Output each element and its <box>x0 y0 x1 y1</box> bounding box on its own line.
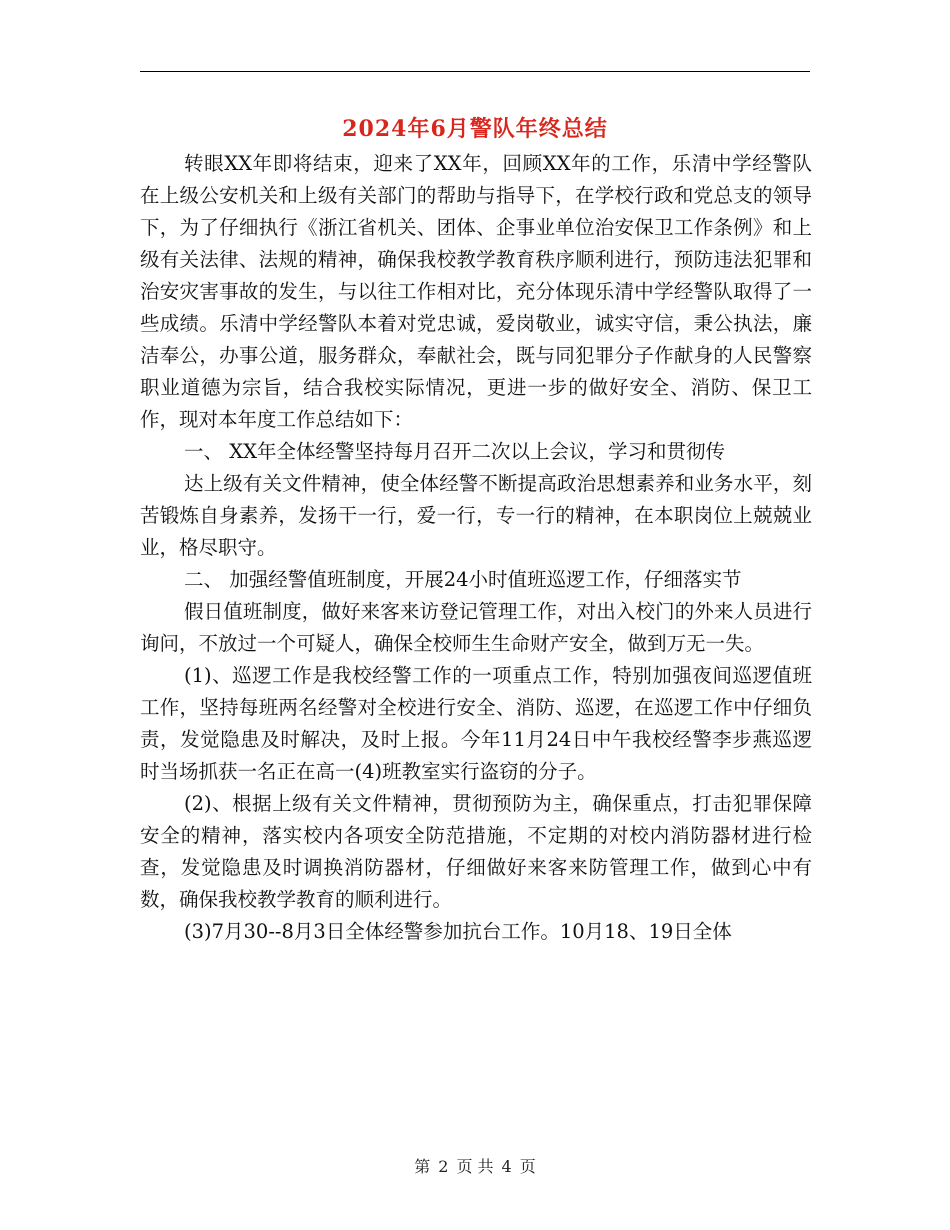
paragraph-item-1-heading: 一、 XX年全体经警坚持每月召开二次以上会议，学习和贯彻传 <box>184 440 725 463</box>
paragraph-subitem-2: (2)、根据上级有关文件精神，贯彻预防为主，确保重点，打击犯罪保障安全的精神，落实校内各项安全防范措施，不定期的对校内消防器材进行检查，发觉隐患及时调换消防器材，仔细做好来客来防管理工作，做到心中有数，确保我校教学教育的顺利进行。 <box>140 792 812 911</box>
footer-prefix: 第 <box>414 1157 431 1176</box>
footer-page-number: 2 <box>438 1157 449 1176</box>
footer-suffix: 页 <box>519 1157 536 1176</box>
page-footer <box>0 1154 950 1177</box>
paragraph-item-1-body: 达上级有关文件精神，使全体经警不断提高政治思想素养和业务水平，刻苦锻炼自身素养，发扬干一行，爱一行，专一行的精神，在本职岗位上兢兢业业，格尽职守。 <box>140 472 812 559</box>
paragraph-item-2-body: 假日值班制度，做好来客来访登记管理工作，对出入校门的外来人员进行询问，不放过一个可疑人，确保全校师生生命财产安全，做到万无一失。 <box>140 600 812 655</box>
paragraph-item-2-heading: 二、 加强经警值班制度，开展24小时值班巡逻工作，仔细落实节 <box>184 568 742 591</box>
paragraph-intro: 转眼XX年即将结束，迎来了XX年，回顾XX年的工作，乐清中学经警队在上级公安机关和上级有关部门的帮助与指导下，在学校行政和党总支的领导下，为了仔细执行《浙江省机关、团体、企事业单位治安保卫工作条例》和上级有关法律、法规的精神，确保我校教学教育秩序顺利进行，预防违法犯罪和治安灾害事故的发生，与以往工作相对比，充分体现乐清中学经警队取得了一些成绩。乐清中学经警队本着对党忠诚，爱岗敬业，诚实守信，秉公执法，廉洁奉公，办事公道，服务群众，奉献社会，既与同犯罪分子作献身的人民警察职业道德为宗旨，结合我校实际情况，更进一步的做好安全、消防、保卫工作，现对本年度工作总结如下： <box>140 152 812 431</box>
header-rule <box>140 71 810 72</box>
footer-middle: 页 共 <box>456 1157 494 1176</box>
paragraph-subitem-3: (3)7月30--8月3日全体经警参加抗台工作。10月18、19日全体 <box>184 920 732 943</box>
document-title: 2024年6月警队年终总结 <box>342 116 608 142</box>
paragraph-subitem-1: (1)、巡逻工作是我校经警工作的一项重点工作，特别加强夜间巡逻值班工作，坚持每班两名经警对全校进行安全、消防、巡逻，在巡逻工作中仔细负责，发觉隐患及时解决，及时上报。今年11月24日中午我校经警李步燕巡逻时当场抓获一名正在高一(4)班教室实行盗窃的分子。 <box>140 664 812 783</box>
document-body <box>140 148 812 948</box>
footer-total-pages: 4 <box>501 1157 512 1176</box>
